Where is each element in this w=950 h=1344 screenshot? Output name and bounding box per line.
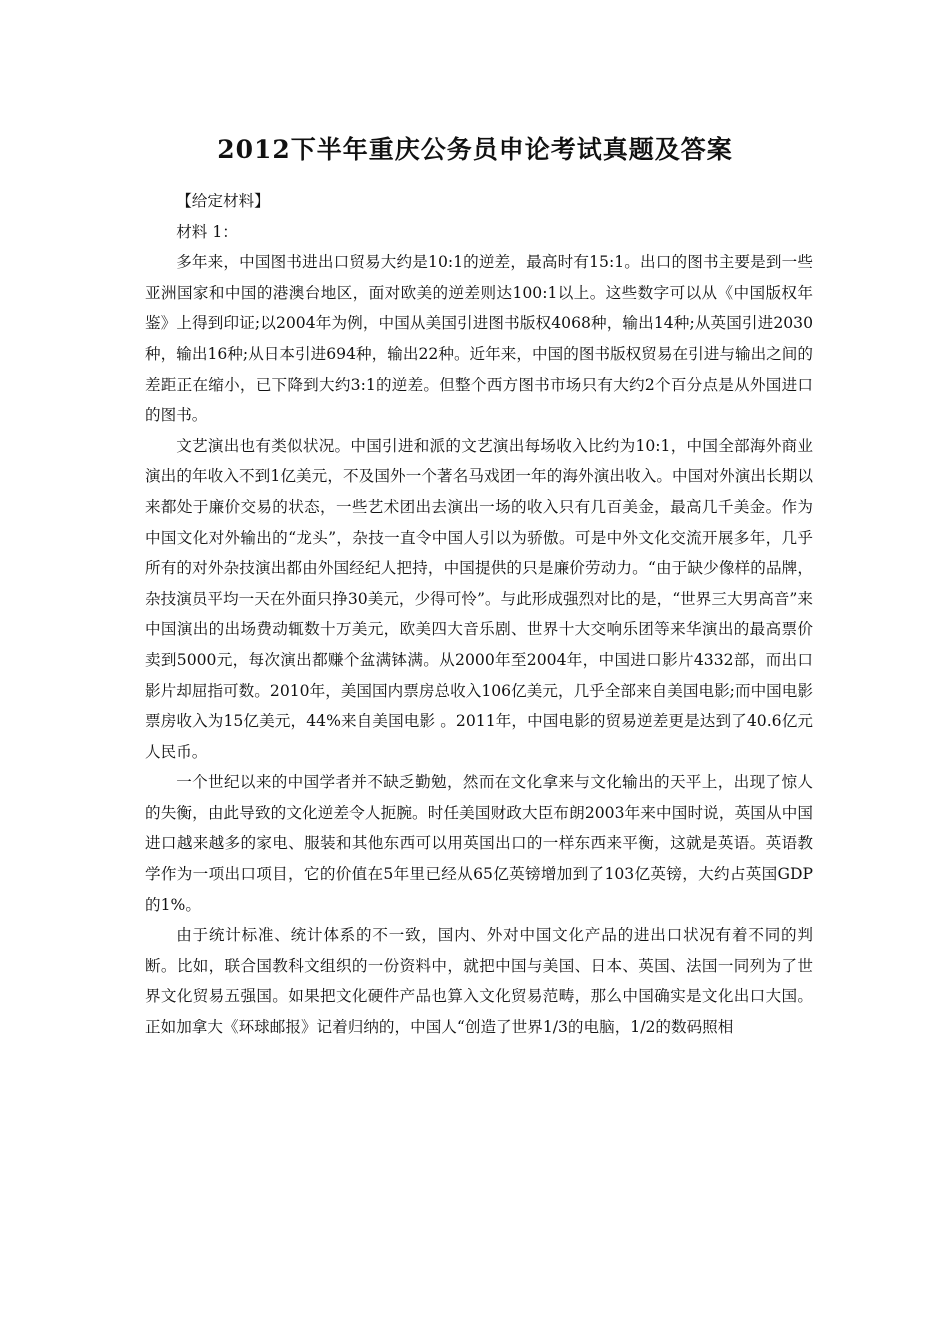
paragraph-4: 由于统计标准、统计体系的不一致，国内、外对中国文化产品的进出口状况有着不同的判断。比如，联合国教科文组织的一份资料中，就把中国与美国、日本、英国、法国一同列为了世界文化贸易五强国。如果把文化硬件产品也算入文化贸易范畴，那么中国确实是文化出口大国。正如加拿大《环球邮报》记着归纳的，中国人“创造了世界1/3的电脑，1/2的数码照相 <box>145 926 813 1037</box>
paragraph-3: 一个世纪以来的中国学者并不缺乏勤勉，然而在文化拿来与文化输出的天平上，出现了惊人的失衡，由此导致的文化逆差令人扼腕。时任美国财政大臣布朗2003年来中国时说，英国从中国进口越来越多的家电、服装和其他东西可以用英国出口的一样东西来平衡，这就是英语。英语教学作为一项出口项目，它的价值在5年里已经从65亿英镑增加到了103亿英镑，大约占英国GDP的1%。 <box>145 773 813 914</box>
paragraph-1: 多年来，中国图书进出口贸易大约是10:1的逆差，最高时有15:1。出口的图书主要是到一些亚洲国家和中国的港澳台地区，面对欧美的逆差则达100:1以上。这些数字可以从《中国版权年鉴》上得到印证;以2004年为例，中国从美国引进图书版权4068种，输出14种;从英国引进2030种，输出16种;从日本引进694种，输出22种。近年来，中国的图书版权贸易在引进与输出之间的差距正在缩小，已下降到大约3:1的逆差。但整个西方图书市场只有大约2个百分点是从外国进口的图书。 <box>145 253 813 425</box>
section-label: 【给定材料】 <box>176 192 270 210</box>
page-title: 2012下半年重庆公务员申论考试真题及答案 <box>217 135 733 164</box>
paragraph-2: 文艺演出也有类似状况。中国引进和派的文艺演出每场收入比约为10:1，中国全部海外商业演出的年收入不到1亿美元，不及国外一个著名马戏团一年的海外演出收入。中国对外演出长期以来都处于廉价交易的状态，一些艺术团出去演出一场的收入只有几百美金，最高几千美金。作为中国文化对外输出的“龙头”，杂技一直令中国人引以为骄傲。可是中外文化交流开展多年，几乎所有的对外杂技演出都由外国经纪人把持，中国提供的只是廉价劳动力。“由于缺少像样的品牌，杂技演员平均一天在外面只挣30美元，少得可怜”。与此形成强烈对比的是，“世界三大男高音”来中国演出的出场费动辄数十万美元，欧美四大音乐剧、世界十大交响乐团等来华演出的最高票价卖到5000元，每次演出都赚个盆满钵满。从2000年至2004年，中国进口影片4332部，而出口影片却屈指可数。2010年，美国国内票房总收入106亿美元，几乎全部来自美国电影;而中国电影票房收入为15亿美元，44%来自美国电影 。2011年，中国电影的贸易逆差更是达到了40.6亿元人民币。 <box>145 436 813 761</box>
material-label: 材料 1： <box>176 222 238 241</box>
document-body <box>145 186 813 1043</box>
